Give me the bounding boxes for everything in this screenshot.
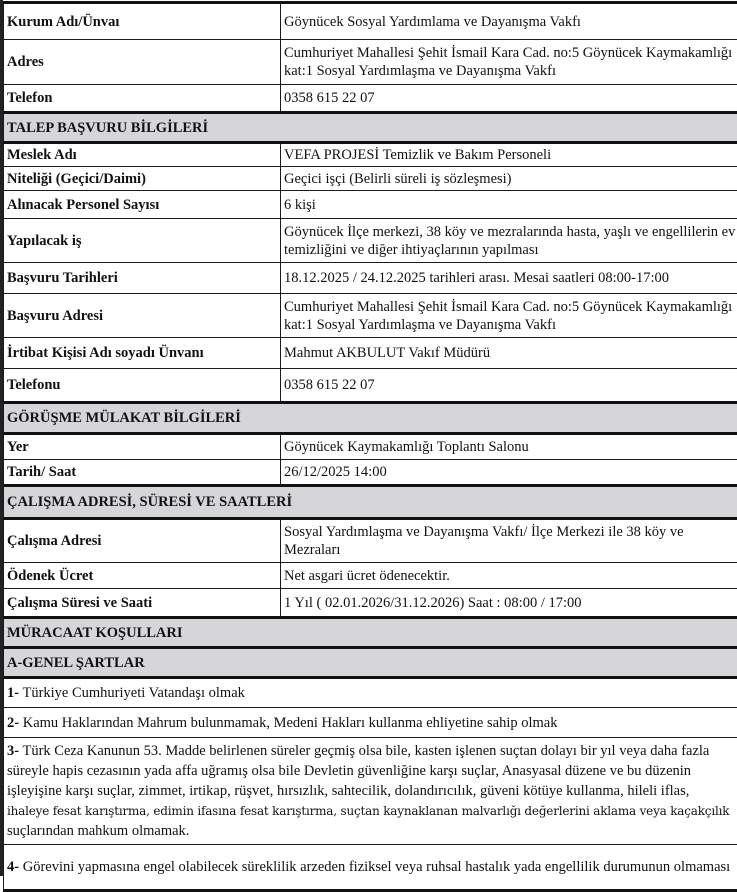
row-value: Sosyal Yardımlaşma ve Dayanışma Vakfı/ İlçe Merkezi ile 38 köy ve Mezraları <box>281 519 737 563</box>
row-value: 0358 615 22 07 <box>281 85 737 113</box>
row-value: 26/12/2025 14:00 <box>281 460 737 486</box>
condition-item <box>4 845 737 891</box>
row-value: Net asgari ücret ödenecektir. <box>281 563 737 589</box>
row-value: Göynücek İlçe merkezi, 38 köy ve mezralarında hasta, yaşlı ve engellilerin ev temizliğini ve diğer ihtiyaçlarının yapılması <box>281 219 737 263</box>
condition-text: Türkiye Cumhuriyeti Vatandaşı olmak <box>19 685 245 701</box>
row-label: Yapılacak iş <box>4 219 281 263</box>
condition-item <box>4 708 737 738</box>
table-row <box>4 294 737 338</box>
row-label: Telefon <box>4 85 281 113</box>
row-label: İrtibat Kişisi Adı soyadı Ünvanı <box>4 338 281 369</box>
section-title: GÖRÜŞME MÜLAKAT BİLGİLERİ <box>4 403 737 434</box>
row-value: Cumhuriyet Mahallesi Şehit İsmail Kara Cad. no:5 Göynücek Kaymakamlığı kat:1 Sosyal Yardımlaşma ve Dayanışma Vakfı <box>281 294 737 338</box>
row-label: Çalışma Süresi ve Saati <box>4 589 281 618</box>
table-row <box>4 263 737 294</box>
table-row <box>4 460 737 486</box>
table-row <box>4 589 737 618</box>
table-row <box>4 3 737 40</box>
section-header <box>4 403 737 434</box>
condition-text: Türk Ceza Kanunun 53. Madde belirlenen süreler geçmiş olsa bile, kasten işlenen suçtan dolayı bir yıl veya daha fazla süreyle hapis cezasının yada affa uğramış olsa bile Devletin güvenliğine karşı suçlar, Anasyasal düzene ve bu düzenin işleyişine karşı suçlar, zimmet, irtikap, rüşvet, hırsızlık, sahtecilik, dolandırıcılık, güveni kötüye kullanma, hileli iflas, <box>7 743 709 799</box>
row-value: 1 Yıl ( 02.01.2026/31.12.2026) Saat : 08:00 / 17:00 <box>281 589 737 618</box>
condition-number: 2- <box>7 715 19 731</box>
row-label: Alınacak Personel Sayısı <box>4 191 281 219</box>
row-label: Başvuru Tarihleri <box>4 263 281 294</box>
subsection-header <box>4 648 737 678</box>
condition-number: 1- <box>7 685 19 701</box>
table-row <box>4 40 737 85</box>
condition-text-continued: ihaleye fesat karıştırma, edimin ifasına fesat karıştırma, suçtan kaynaklanan malvarlığı değerlerini aklama veya kaçakçılık <box>7 804 729 818</box>
section-header <box>4 486 737 519</box>
section-header <box>4 113 737 143</box>
row-label: Niteliği (Geçici/Daimi) <box>4 167 281 191</box>
row-label: Ödenek Ücret <box>4 563 281 589</box>
row-label: Yer <box>4 434 281 460</box>
table-row <box>4 369 737 403</box>
condition-item <box>4 738 737 845</box>
row-label: Adres <box>4 40 281 85</box>
table-row <box>4 85 737 113</box>
row-value: Göynücek Sosyal Yardımlama ve Dayanışma Vakfı <box>281 3 737 40</box>
row-value: Cumhuriyet Mahallesi Şehit İsmail Kara Cad. no:5 Göynücek Kaymakamlığı kat:1 Sosyal Yardımlaşma ve Dayanışma Vakfı <box>281 40 737 85</box>
announcement-table <box>3 1 737 892</box>
row-value: Göynücek Kaymakamlığı Toplantı Salonu <box>281 434 737 460</box>
table-row <box>4 219 737 263</box>
row-value: 0358 615 22 07 <box>281 369 737 403</box>
row-label: Kurum Adı/Ünvaı <box>4 3 281 40</box>
row-value: 18.12.2025 / 24.12.2025 tarihleri arası. Mesai saatleri 08:00-17:00 <box>281 263 737 294</box>
table-row <box>4 434 737 460</box>
condition-text: Görevini yapmasına engel olabilecek süreklilik arzeden fiziksel veya ruhsal hastalık yada engellilik durumunun olmaması <box>19 859 730 875</box>
row-value: Geçici işçi (Belirli süreli iş sözleşmesi) <box>281 167 737 191</box>
table-row <box>4 167 737 191</box>
section-header <box>4 618 737 648</box>
condition-text: Kamu Haklarından Mahrum bulunmamak, Medeni Hakları kullanma ehliyetine sahip olmak <box>19 715 557 731</box>
table-row <box>4 143 737 167</box>
job-announcement-document <box>3 1 737 892</box>
section-title: TALEP BAŞVURU BİLGİLERİ <box>4 113 737 143</box>
row-label: Tarih/ Saat <box>4 460 281 486</box>
table-row <box>4 519 737 563</box>
row-label: Başvuru Adresi <box>4 294 281 338</box>
row-label: Meslek Adı <box>4 143 281 167</box>
table-row <box>4 338 737 369</box>
row-value: VEFA PROJESİ Temizlik ve Bakım Personeli <box>281 143 737 167</box>
condition-number: 4- <box>7 859 19 875</box>
condition-number: 3- <box>7 743 19 759</box>
row-label: Çalışma Adresi <box>4 519 281 563</box>
section-title: ÇALIŞMA ADRESİ, SÜRESİ VE SAATLERİ <box>4 486 737 519</box>
table-row <box>4 191 737 219</box>
section-title: MÜRACAAT KOŞULLARI <box>4 618 737 648</box>
row-value: Mahmut AKBULUT Vakıf Müdürü <box>281 338 737 369</box>
subsection-title: A-GENEL ŞARTLAR <box>4 648 737 678</box>
row-value: 6 kişi <box>281 191 737 219</box>
condition-item <box>4 678 737 708</box>
condition-text-end: suçlarından mahkum olmamak. <box>7 823 189 839</box>
row-label: Telefonu <box>4 369 281 403</box>
table-row <box>4 563 737 589</box>
